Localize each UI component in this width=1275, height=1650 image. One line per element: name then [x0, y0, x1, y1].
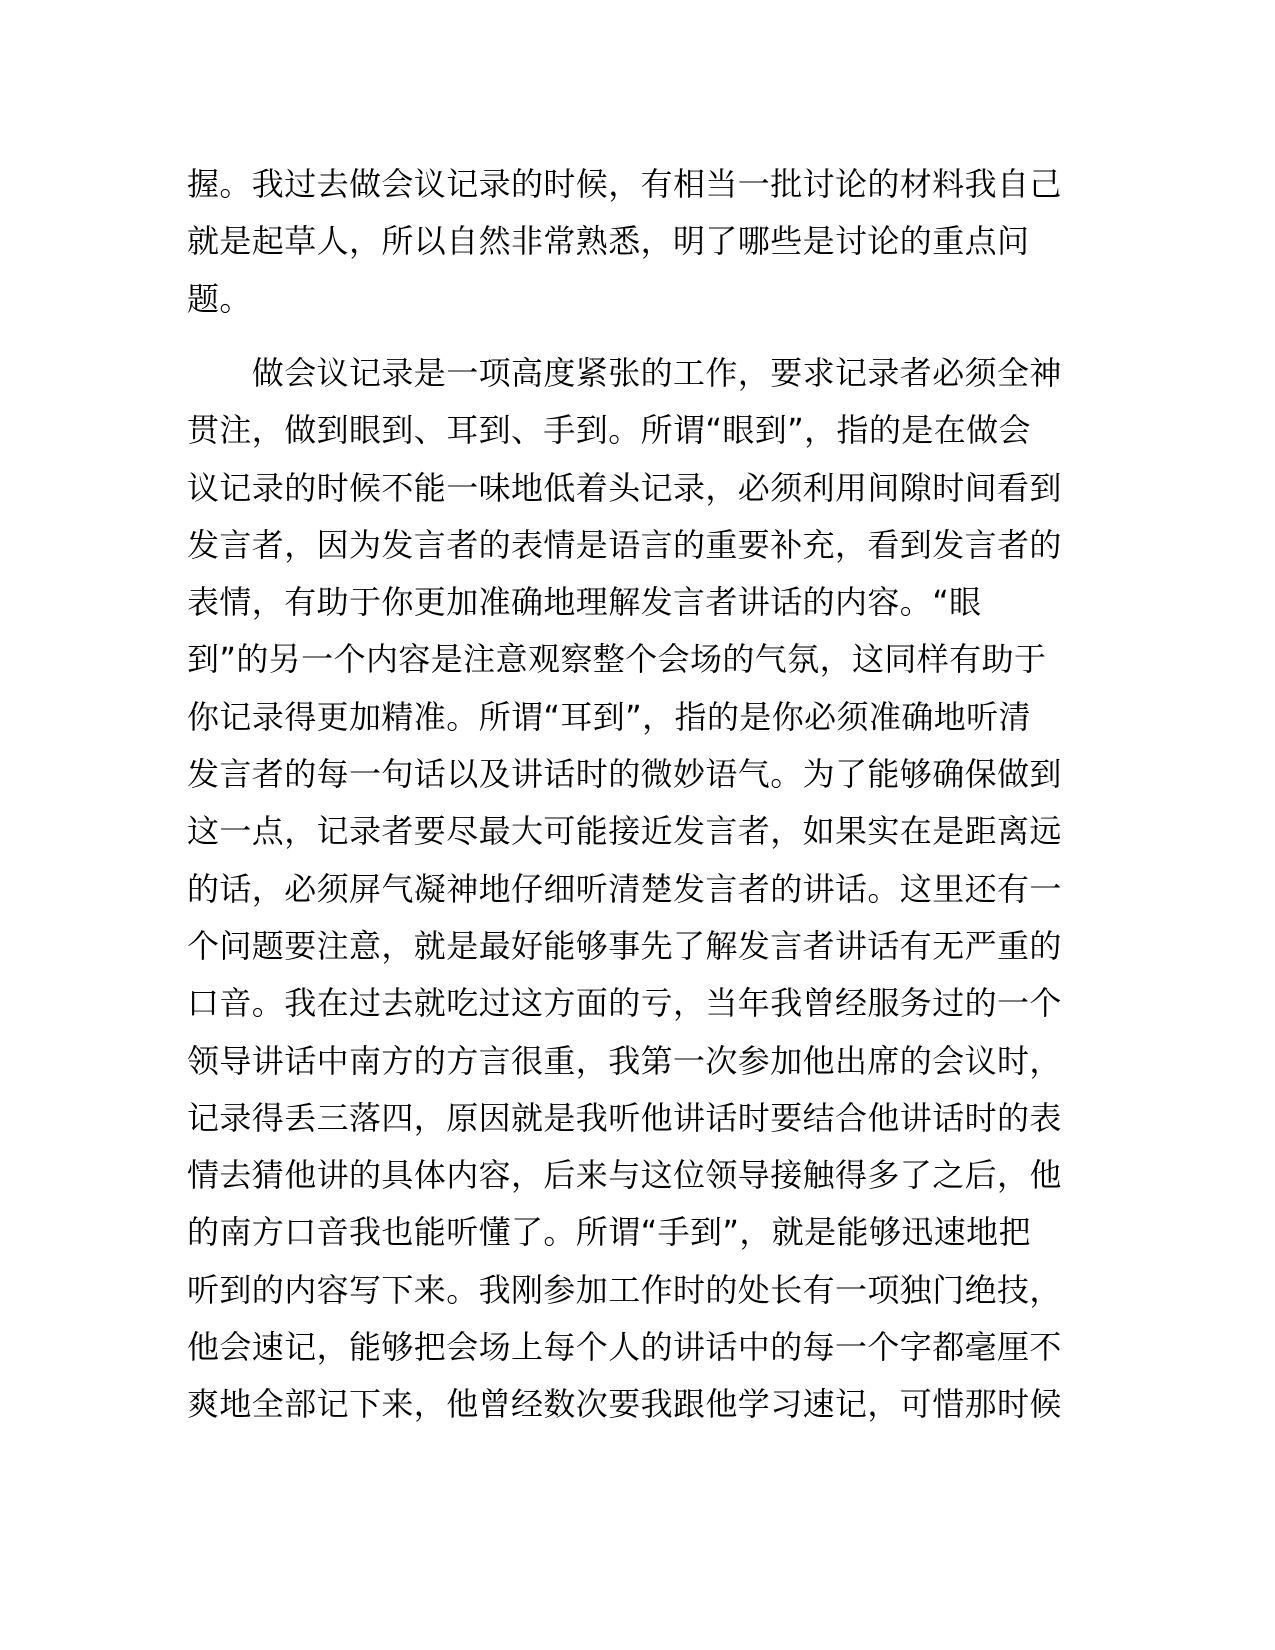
paragraph-line: 这一点，记录者要尽最大可能接近发言者，如果实在是距离远 [187, 812, 1062, 851]
paragraph-2 [187, 345, 1087, 1434]
paragraph-line: 就是起草人，所以自然非常熟悉，明了哪些是讨论的重点问 [187, 222, 1030, 261]
paragraph-line: 记录得丢三落四，原因就是我听他讲话时要结合他讲话时的表 [187, 1098, 1062, 1137]
paragraph-line: 领导讲话中南方的方言很重，我第一次参加他出席的会议时， [187, 1041, 1062, 1080]
paragraph-1 [187, 156, 1087, 328]
paragraph-line: 口音。我在过去就吃过这方面的亏，当年我曾经服务过的一个 [187, 984, 1062, 1023]
paragraph-line: 个问题要注意，就是最好能够事先了解发言者讲话有无严重的 [187, 926, 1062, 965]
paragraph-line: 的南方口音我也能听懂了。所谓“手到”，就是能够迅速地把 [187, 1213, 1031, 1252]
paragraph-line: 握。我过去做会议记录的时候，有相当一批讨论的材料我自己 [187, 165, 1062, 203]
paragraph-line: 发言者的每一句话以及讲话时的微妙语气。为了能够确保做到 [187, 755, 1062, 794]
paragraph-line: 题。 [187, 279, 252, 318]
paragraph-line: 表情，有助于你更加准确地理解发言者讲话的内容。“眼 [187, 583, 982, 622]
paragraph-line: 听到的内容写下来。我刚参加工作时的处长有一项独门绝技， [187, 1270, 1062, 1309]
paragraph-line: 贯注，做到眼到、耳到、手到。所谓“眼到”，指的是在做会 [187, 411, 1031, 450]
paragraph-line: 情去猜他讲的具体内容，后来与这位领导接触得多了之后，他 [187, 1156, 1062, 1195]
paragraph-line: 发言者，因为发言者的表情是语言的重要补充，看到发言者的 [187, 525, 1062, 564]
paragraph-line: 到”的另一个内容是注意观察整个会场的气氛，这同样有助于 [187, 640, 1047, 679]
paragraph-line: 做会议记录是一项高度紧张的工作，要求记录者必须全神 [187, 354, 1062, 392]
paragraph-line: 爽地全部记下来，他曾经数次要我跟他学习速记，可惜那时候 [187, 1385, 1062, 1424]
paragraph-line: 你记录得更加精准。所谓“耳到”，指的是你必须准确地听清 [187, 697, 1031, 736]
paragraph-line: 议记录的时候不能一味地低着头记录，必须利用间隙时间看到 [187, 468, 1062, 507]
paragraph-line: 他会速记，能够把会场上每个人的讲话中的每一个字都毫厘不 [187, 1328, 1062, 1367]
paragraph-line: 的话，必须屏气凝神地仔细听清楚发言者的讲话。这里还有一 [187, 869, 1062, 908]
